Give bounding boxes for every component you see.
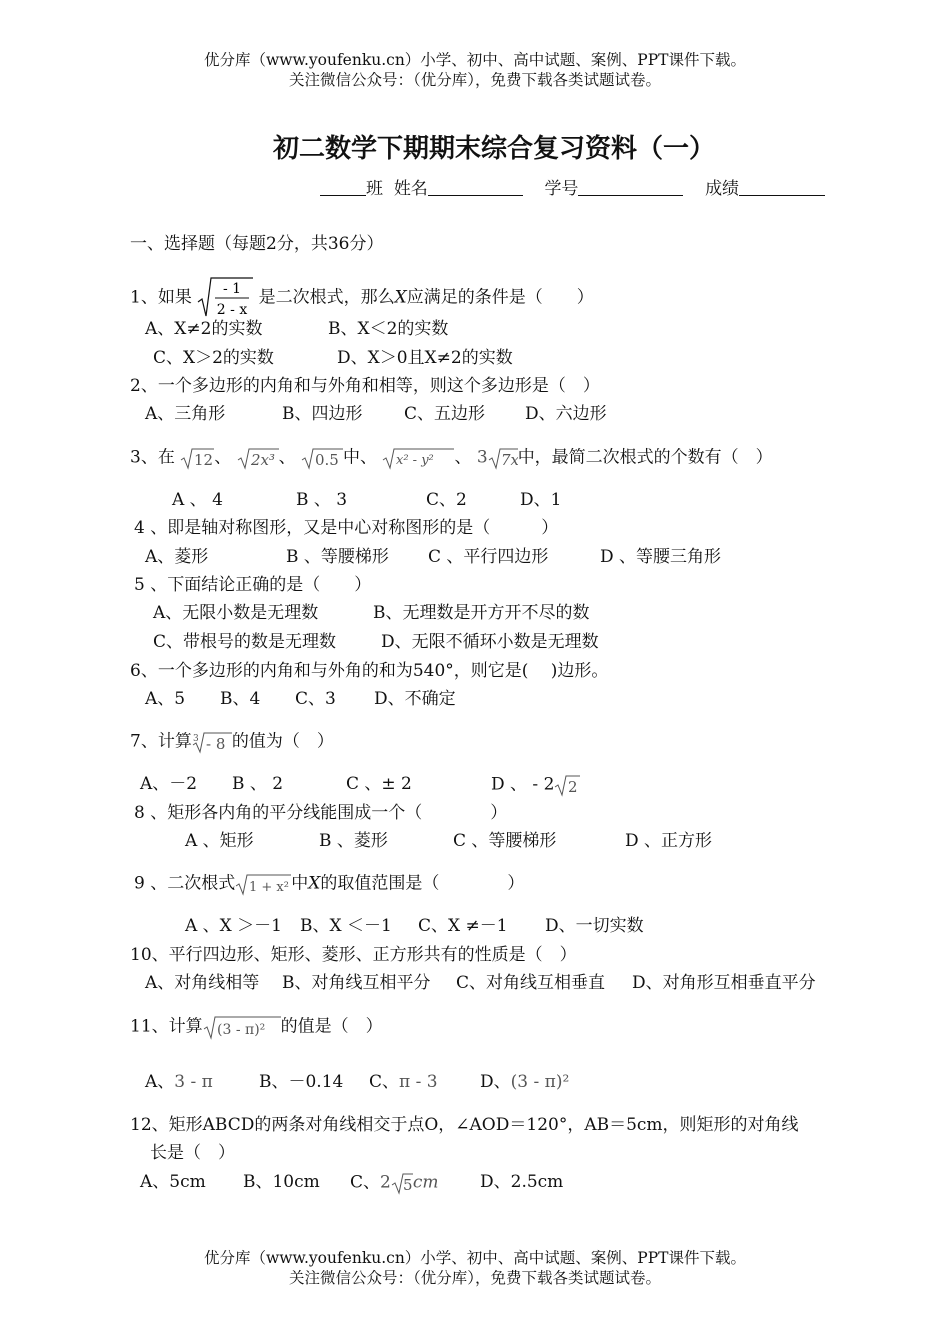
student-info-line bbox=[320, 178, 825, 200]
question-7: 7、计算 3 - 8 的值为（ ） bbox=[130, 731, 334, 753]
q9-option-b[interactable]: B、X ＜－1 bbox=[300, 916, 392, 936]
question-2: 2、一个多边形的内角和与外角和相等，则这个多边形是（ ） bbox=[130, 376, 600, 396]
header-line-1: 优分库（www.youfenku.cn）小学、初中、高中试题、案例、PPT课件下载。 bbox=[203, 51, 747, 69]
q1-numerator: - 1 bbox=[223, 281, 242, 297]
question-5: 5 、下面结论正确的是（ ） bbox=[134, 575, 372, 595]
q7-option-a[interactable]: A、－2 bbox=[140, 774, 198, 794]
class-blank[interactable] bbox=[320, 179, 366, 196]
q1-option-d[interactable]: D、X＞0且X≠2的实数 bbox=[337, 348, 513, 368]
q6-option-a[interactable]: A、5 bbox=[145, 689, 186, 709]
q3-option-c[interactable]: C、2 bbox=[426, 490, 467, 510]
q3-option-a[interactable]: A 、 4 bbox=[172, 490, 223, 510]
q9-option-c[interactable]: C、X ≠－1 bbox=[418, 916, 508, 936]
section-heading: 一、选择题（每题2分，共36分） bbox=[130, 234, 384, 254]
q3-option-d[interactable]: D、1 bbox=[520, 490, 562, 510]
question-11: 11、计算 (3 - π)² 的值是（ ） bbox=[130, 1014, 383, 1040]
q12-option-c[interactable]: C、2 5 cm bbox=[350, 1172, 439, 1194]
q1-radical bbox=[197, 276, 253, 320]
svg-text:5: 5 bbox=[402, 1176, 413, 1194]
q1-denominator: 2 - x bbox=[217, 302, 248, 318]
q8-option-d[interactable]: D 、正方形 bbox=[625, 831, 713, 851]
svg-text:12: 12 bbox=[194, 451, 214, 469]
q2-option-d[interactable]: D、六边形 bbox=[525, 404, 607, 424]
svg-text:x² - y²: x² - y² bbox=[396, 453, 435, 468]
question-12-line-2: 长是（ ） bbox=[150, 1143, 235, 1163]
q11-option-d[interactable]: D、(3 - π)² bbox=[480, 1072, 570, 1092]
q5-option-b[interactable]: B、无理数是开方开不尽的数 bbox=[373, 603, 590, 623]
svg-text:- 8: - 8 bbox=[205, 735, 226, 753]
question-4: 4 、即是轴对称图形，又是中心对称图形的是（ ） bbox=[134, 518, 559, 538]
q10-option-d[interactable]: D、对角形互相垂直平分 bbox=[632, 973, 816, 993]
q5-option-a[interactable]: A、无限小数是无理数 bbox=[153, 603, 319, 623]
class-label: 班 bbox=[366, 179, 383, 199]
q10-option-b[interactable]: B、对角线互相平分 bbox=[282, 973, 431, 993]
q7-option-b[interactable]: B 、 2 bbox=[232, 774, 284, 794]
q8-option-b[interactable]: B 、菱形 bbox=[319, 831, 388, 851]
question-12-line-1: 12、矩形ABCD的两条对角线相交于点O，∠AOD＝120°，AB＝5cm，则矩形的对角线 bbox=[130, 1115, 799, 1135]
q6-option-d[interactable]: D、不确定 bbox=[374, 689, 456, 709]
page-title: 初二数学下期期末综合复习资料（一） bbox=[272, 134, 715, 164]
q1-option-a[interactable]: A、X≠2的实数 bbox=[145, 319, 263, 339]
q10-option-c[interactable]: C、对角线互相垂直 bbox=[456, 973, 606, 993]
q7-option-c[interactable]: C 、± 2 bbox=[346, 774, 412, 794]
q1-option-b[interactable]: B、X＜2的实数 bbox=[328, 319, 449, 339]
q3-radical-5 bbox=[488, 446, 518, 470]
svg-text:3: 3 bbox=[192, 734, 199, 744]
q9-radical bbox=[235, 872, 291, 896]
question-8: 8 、矩形各内角的平分线能围成一个（ ） bbox=[134, 803, 508, 823]
q5-option-d[interactable]: D、无限不循环小数是无理数 bbox=[381, 632, 599, 652]
name-blank[interactable] bbox=[428, 179, 523, 196]
name-label: 姓名 bbox=[393, 179, 428, 199]
number-blank[interactable] bbox=[578, 179, 683, 196]
score-label: 成绩 bbox=[705, 179, 740, 199]
svg-text:0.5: 0.5 bbox=[315, 451, 339, 469]
question-10: 10、平行四边形、矩形、菱形、正方形共有的性质是（ ） bbox=[130, 945, 577, 965]
number-label: 学号 bbox=[544, 179, 579, 199]
q11-option-b[interactable]: B、－0.14 bbox=[259, 1072, 344, 1092]
q12-option-d[interactable]: D、2.5cm bbox=[480, 1172, 564, 1192]
q10-option-a[interactable]: A、对角线相等 bbox=[145, 973, 260, 993]
radical-sign bbox=[197, 276, 253, 320]
q7-cube-root bbox=[192, 730, 232, 754]
question-3: 3、在 12 、 2x³ 、 0.5 中、 x² - y² 、 3 7x 中，最简二次根式的个数有（ ） bbox=[130, 447, 773, 469]
q6-option-c[interactable]: C、3 bbox=[295, 689, 336, 709]
q11-option-a[interactable]: A、3 - π bbox=[145, 1072, 213, 1092]
q3-radical-4 bbox=[382, 446, 454, 470]
question-9: 9 、二次根式 1 + x² 中X的取值范围是（ ） bbox=[134, 873, 525, 895]
svg-text:(3 - π)²: (3 - π)² bbox=[216, 1022, 265, 1038]
q12-c-radical bbox=[391, 1171, 413, 1195]
q1-option-c[interactable]: C、X＞2的实数 bbox=[153, 348, 274, 368]
footer-line-1: 优分库（www.youfenku.cn）小学、初中、高中试题、案例、PPT课件下载。 bbox=[203, 1249, 747, 1267]
q6-option-b[interactable]: B、4 bbox=[220, 689, 261, 709]
svg-text:7x: 7x bbox=[500, 451, 518, 469]
q5-option-c[interactable]: C、带根号的数是无理数 bbox=[153, 632, 337, 652]
q12-option-a[interactable]: A、5cm bbox=[140, 1172, 206, 1192]
q3-option-b[interactable]: B 、 3 bbox=[296, 490, 348, 510]
score-blank[interactable] bbox=[739, 179, 825, 196]
header-line-2: 关注微信公众号：（优分库），免费下载各类试题试卷。 bbox=[288, 71, 661, 89]
q11-option-c[interactable]: C、π - 3 bbox=[369, 1072, 438, 1092]
q8-option-a[interactable]: A 、矩形 bbox=[185, 831, 254, 851]
q2-option-c[interactable]: C、五边形 bbox=[404, 404, 486, 424]
question-6: 6、一个多边形的内角和与外角的和为540°，则它是( )边形。 bbox=[130, 661, 609, 681]
svg-text:2x³: 2x³ bbox=[250, 451, 275, 469]
q9-option-a[interactable]: A 、X ＞－1 bbox=[185, 916, 283, 936]
q3-radical-1 bbox=[180, 446, 214, 470]
q4-option-b[interactable]: B 、等腰梯形 bbox=[286, 547, 389, 567]
q7-d-radical bbox=[554, 773, 580, 797]
question-1: 1、如果 - 1 2 - x 是二次根式，那么X应满足的条件是（ ） bbox=[130, 276, 594, 320]
q3-radical-3 bbox=[301, 446, 343, 470]
q3-radical-2 bbox=[237, 446, 279, 470]
q7-option-d[interactable]: D 、 - 2 2 bbox=[491, 773, 580, 797]
q12-option-b[interactable]: B、10cm bbox=[243, 1172, 320, 1192]
q4-option-d[interactable]: D 、等腰三角形 bbox=[600, 547, 722, 567]
footer-line-2: 关注微信公众号：（优分库），免费下载各类试题试卷。 bbox=[288, 1269, 661, 1287]
svg-text:2: 2 bbox=[568, 778, 578, 796]
q9-option-d[interactable]: D、一切实数 bbox=[545, 916, 644, 936]
q2-option-a[interactable]: A、三角形 bbox=[145, 404, 226, 424]
svg-text:1 + x²: 1 + x² bbox=[249, 880, 290, 895]
q8-option-c[interactable]: C 、等腰梯形 bbox=[453, 831, 557, 851]
q11-radical bbox=[203, 1014, 281, 1040]
q4-option-a[interactable]: A、菱形 bbox=[145, 547, 209, 567]
q2-option-b[interactable]: B、四边形 bbox=[282, 404, 363, 424]
q4-option-c[interactable]: C 、平行四边形 bbox=[428, 547, 549, 567]
